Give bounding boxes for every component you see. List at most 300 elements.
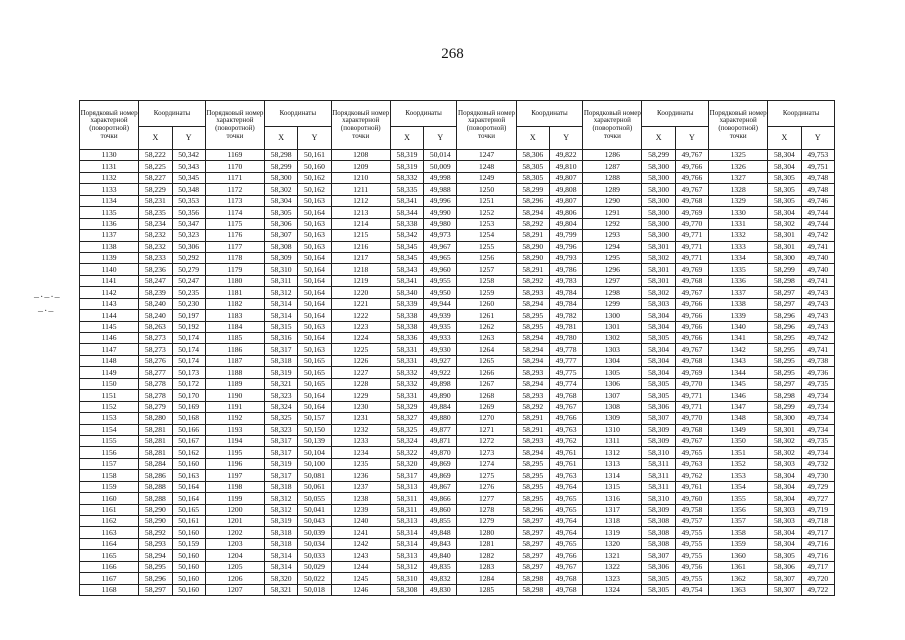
cell-coord-y: 49,843 [424,538,457,549]
cell-coord-y: 49,767 [675,344,708,355]
cell-point-number: 1230 [331,401,390,412]
cell-point-number: 1187 [205,355,264,366]
cell-point-number: 1173 [205,195,264,206]
cell-coord-y: 49,804 [549,218,582,229]
cell-point-number: 1282 [457,550,516,561]
cell-coord-y: 50,164 [298,287,331,298]
cell-coord-y: 49,890 [424,390,457,401]
cell-coord-y: 49,871 [424,435,457,446]
cell-point-number: 1262 [457,321,516,332]
cell-point-number: 1328 [709,184,768,195]
cell-point-number: 1292 [583,218,642,229]
cell-point-number: 1166 [80,561,139,572]
cell-point-number: 1312 [583,447,642,458]
cell-point-number: 1265 [457,355,516,366]
table-row [80,516,835,527]
cell-coord-x: 58,304 [768,538,801,549]
cell-coord-y: 49,807 [549,195,582,206]
cell-point-number: 1358 [709,527,768,538]
cell-coord-x: 58,332 [390,378,423,389]
cell-coord-y: 50,168 [172,413,205,424]
cell-coord-x: 58,304 [768,207,801,218]
cell-coord-y: 49,768 [549,573,582,584]
cell-coord-x: 58,309 [642,435,675,446]
header-x: X [768,127,801,150]
cell-coord-x: 58,343 [390,264,423,275]
cell-coord-y: 50,081 [298,470,331,481]
cell-coord-x: 58,299 [642,150,675,161]
cell-coord-x: 58,325 [265,413,298,424]
cell-point-number: 1323 [583,573,642,584]
cell-coord-x: 58,331 [390,390,423,401]
cell-point-number: 1283 [457,561,516,572]
cell-point-number: 1266 [457,367,516,378]
cell-point-number: 1235 [331,458,390,469]
cell-point-number: 1350 [709,435,768,446]
cell-coord-x: 58,304 [768,150,801,161]
cell-point-number: 1300 [583,310,642,321]
cell-coord-x: 58,307 [265,230,298,241]
cell-coord-x: 58,240 [139,298,172,309]
cell-point-number: 1269 [457,401,516,412]
cell-point-number: 1233 [331,435,390,446]
table-row [80,275,835,286]
cell-coord-x: 58,263 [139,321,172,332]
header-y: Y [298,127,331,150]
table-row [80,538,835,549]
cell-coord-x: 58,305 [642,333,675,344]
cell-coord-y: 49,771 [675,390,708,401]
cell-coord-y: 50,164 [298,310,331,321]
cell-coord-y: 49,741 [801,344,834,355]
cell-coord-x: 58,301 [642,264,675,275]
cell-coord-y: 49,742 [801,230,834,241]
cell-point-number: 1320 [583,538,642,549]
cell-point-number: 1201 [205,516,264,527]
cell-coord-y: 50,165 [172,504,205,515]
cell-coord-x: 58,341 [390,195,423,206]
table-row [80,150,835,161]
cell-point-number: 1238 [331,493,390,504]
cell-coord-y: 49,744 [801,207,834,218]
cell-coord-x: 58,300 [642,161,675,172]
cell-coord-x: 58,301 [768,241,801,252]
cell-point-number: 1225 [331,344,390,355]
cell-point-number: 1144 [80,310,139,321]
cell-point-number: 1237 [331,481,390,492]
header-coordinates: Координаты [516,101,583,127]
cell-point-number: 1315 [583,481,642,492]
cell-coord-y: 49,769 [675,367,708,378]
cell-point-number: 1361 [709,561,768,572]
cell-point-number: 1260 [457,298,516,309]
cell-coord-x: 58,312 [265,493,298,504]
cell-point-number: 1336 [709,275,768,286]
cell-coord-y: 50,160 [172,550,205,561]
cell-coord-x: 58,240 [139,310,172,321]
cell-coord-y: 49,774 [549,378,582,389]
cell-point-number: 1151 [80,390,139,401]
cell-coord-x: 58,277 [139,367,172,378]
cell-coord-y: 50,164 [298,333,331,344]
cell-point-number: 1142 [80,287,139,298]
cell-coord-y: 50,164 [298,298,331,309]
cell-coord-y: 49,930 [424,344,457,355]
cell-coord-y: 49,980 [424,218,457,229]
cell-point-number: 1267 [457,378,516,389]
cell-coord-y: 49,767 [675,150,708,161]
cell-coord-y: 50,160 [172,584,205,595]
cell-coord-x: 58,314 [390,527,423,538]
cell-point-number: 1181 [205,287,264,298]
cell-coord-y: 50,247 [172,275,205,286]
cell-coord-y: 49,742 [801,333,834,344]
cell-coord-x: 58,295 [516,470,549,481]
cell-coord-x: 58,314 [265,561,298,572]
cell-point-number: 1179 [205,264,264,275]
cell-point-number: 1324 [583,584,642,595]
cell-coord-x: 58,278 [139,378,172,389]
table-row [80,401,835,412]
cell-coord-y: 49,717 [801,561,834,572]
cell-coord-x: 58,296 [768,321,801,332]
cell-point-number: 1268 [457,390,516,401]
cell-point-number: 1281 [457,538,516,549]
cell-coord-y: 50,029 [298,561,331,572]
cell-coord-x: 58,304 [642,310,675,321]
cell-point-number: 1149 [80,367,139,378]
cell-coord-y: 50,162 [172,447,205,458]
cell-coord-x: 58,235 [139,207,172,218]
cell-coord-x: 58,232 [139,241,172,252]
cell-point-number: 1145 [80,321,139,332]
cell-point-number: 1131 [80,161,139,172]
cell-coord-x: 58,309 [642,504,675,515]
cell-coord-y: 49,748 [801,184,834,195]
cell-coord-y: 49,767 [549,561,582,572]
cell-coord-y: 49,755 [675,573,708,584]
cell-coord-y: 50,164 [298,401,331,412]
cell-coord-x: 58,294 [516,298,549,309]
cell-coord-y: 49,735 [801,435,834,446]
cell-point-number: 1155 [80,435,139,446]
cell-coord-x: 58,295 [768,367,801,378]
cell-point-number: 1214 [331,218,390,229]
cell-coord-y: 49,761 [549,458,582,469]
cell-coord-y: 50,163 [172,470,205,481]
cell-point-number: 1198 [205,481,264,492]
cell-point-number: 1172 [205,184,264,195]
cell-coord-y: 49,746 [801,195,834,206]
cell-point-number: 1220 [331,287,390,298]
cell-coord-x: 58,294 [516,333,549,344]
cell-coord-x: 58,303 [768,516,801,527]
cell-coord-y: 49,769 [675,207,708,218]
cell-point-number: 1165 [80,550,139,561]
cell-coord-x: 58,310 [642,447,675,458]
cell-coord-y: 50,014 [424,150,457,161]
cell-point-number: 1247 [457,150,516,161]
cell-coord-y: 49,765 [675,447,708,458]
cell-point-number: 1157 [80,458,139,469]
cell-coord-x: 58,318 [265,481,298,492]
cell-point-number: 1255 [457,241,516,252]
cell-point-number: 1289 [583,184,642,195]
cell-coord-y: 49,753 [801,150,834,161]
cell-coord-y: 50,174 [172,355,205,366]
cell-coord-y: 50,164 [298,390,331,401]
cell-coord-y: 49,716 [801,538,834,549]
cell-coord-y: 49,771 [675,230,708,241]
cell-coord-x: 58,306 [516,150,549,161]
cell-coord-x: 58,314 [390,538,423,549]
table-row [80,252,835,263]
cell-point-number: 1245 [331,573,390,584]
cell-coord-x: 58,302 [642,252,675,263]
cell-coord-x: 58,301 [642,275,675,286]
cell-coord-x: 58,281 [139,435,172,446]
header-point-number: Порядковый номер характерной (поворотной) точки [583,101,642,150]
cell-coord-y: 50,165 [298,367,331,378]
cell-coord-x: 58,305 [265,207,298,218]
cell-coord-x: 58,295 [768,344,801,355]
cell-coord-x: 58,239 [139,287,172,298]
cell-point-number: 1148 [80,355,139,366]
cell-coord-x: 58,304 [642,355,675,366]
cell-point-number: 1291 [583,207,642,218]
cell-point-number: 1321 [583,550,642,561]
cell-coord-x: 58,295 [516,481,549,492]
cell-coord-y: 50,041 [298,504,331,515]
table-row [80,550,835,561]
cell-coord-y: 50,160 [172,561,205,572]
cell-coord-x: 58,222 [139,150,172,161]
cell-point-number: 1217 [331,252,390,263]
cell-coord-x: 58,300 [768,252,801,263]
cell-coord-x: 58,329 [390,401,423,412]
cell-coord-y: 50,034 [298,538,331,549]
table-row [80,333,835,344]
cell-coord-y: 49,777 [549,355,582,366]
cell-coord-x: 58,302 [768,447,801,458]
table-row [80,321,835,332]
cell-coord-x: 58,298 [768,275,801,286]
coordinates-table [79,100,835,596]
header-coordinates: Координаты [768,101,835,127]
cell-point-number: 1174 [205,207,264,218]
cell-point-number: 1337 [709,287,768,298]
cell-coord-y: 49,717 [801,527,834,538]
cell-coord-x: 58,294 [516,207,549,218]
cell-coord-y: 50,033 [298,550,331,561]
cell-point-number: 1278 [457,504,516,515]
cell-coord-y: 49,822 [549,150,582,161]
cell-coord-y: 49,869 [424,470,457,481]
cell-point-number: 1154 [80,424,139,435]
cell-coord-x: 58,332 [390,367,423,378]
cell-point-number: 1329 [709,195,768,206]
cell-coord-x: 58,345 [390,252,423,263]
cell-point-number: 1279 [457,516,516,527]
cell-coord-x: 58,290 [516,252,549,263]
cell-coord-y: 49,990 [424,207,457,218]
cell-coord-y: 50,061 [298,481,331,492]
cell-coord-x: 58,305 [768,184,801,195]
cell-coord-y: 50,306 [172,241,205,252]
cell-coord-x: 58,335 [390,184,423,195]
table-row [80,264,835,275]
cell-coord-x: 58,312 [390,561,423,572]
cell-point-number: 1344 [709,367,768,378]
cell-point-number: 1285 [457,584,516,595]
cell-coord-x: 58,233 [139,252,172,263]
cell-coord-x: 58,302 [768,218,801,229]
cell-point-number: 1307 [583,390,642,401]
cell-coord-y: 49,766 [675,298,708,309]
cell-coord-x: 58,311 [642,470,675,481]
cell-coord-x: 58,296 [516,504,549,515]
cell-point-number: 1213 [331,207,390,218]
table-row [80,458,835,469]
cell-coord-y: 49,806 [549,207,582,218]
cell-coord-y: 49,727 [801,493,834,504]
cell-coord-y: 50,039 [298,527,331,538]
cell-coord-y: 49,766 [675,161,708,172]
cell-point-number: 1272 [457,435,516,446]
cell-coord-y: 49,860 [424,504,457,515]
cell-coord-x: 58,292 [516,275,549,286]
cell-coord-y: 50,356 [172,207,205,218]
cell-coord-x: 58,225 [139,161,172,172]
cell-coord-x: 58,304 [642,344,675,355]
cell-coord-y: 49,796 [549,241,582,252]
cell-coord-y: 49,769 [675,264,708,275]
cell-coord-x: 58,290 [139,516,172,527]
cell-coord-x: 58,312 [265,287,298,298]
cell-coord-x: 58,294 [139,550,172,561]
cell-coord-x: 58,332 [390,172,423,183]
cell-coord-y: 49,939 [424,310,457,321]
cell-coord-x: 58,297 [516,527,549,538]
cell-coord-x: 58,306 [265,218,298,229]
cell-coord-x: 58,300 [768,413,801,424]
cell-point-number: 1132 [80,172,139,183]
cell-point-number: 1297 [583,275,642,286]
cell-coord-y: 49,736 [801,367,834,378]
cell-coord-x: 58,299 [768,401,801,412]
cell-coord-y: 50,160 [172,573,205,584]
cell-coord-y: 50,347 [172,218,205,229]
cell-coord-y: 49,764 [549,516,582,527]
cell-point-number: 1167 [80,573,139,584]
cell-coord-x: 58,311 [390,493,423,504]
cell-point-number: 1340 [709,321,768,332]
cell-coord-x: 58,305 [768,172,801,183]
cell-coord-x: 58,319 [265,458,298,469]
cell-coord-y: 49,722 [801,584,834,595]
table-row [80,493,835,504]
cell-point-number: 1348 [709,413,768,424]
cell-coord-y: 49,734 [801,401,834,412]
cell-point-number: 1184 [205,321,264,332]
cell-coord-y: 49,741 [801,241,834,252]
cell-point-number: 1222 [331,310,390,321]
cell-point-number: 1314 [583,470,642,481]
header-y: Y [172,127,205,150]
cell-coord-y: 49,960 [424,264,457,275]
cell-point-number: 1176 [205,230,264,241]
cell-coord-y: 49,770 [675,378,708,389]
cell-point-number: 1168 [80,584,139,595]
table-row [80,298,835,309]
cell-coord-y: 50,235 [172,287,205,298]
cell-coord-y: 49,782 [549,310,582,321]
cell-coord-x: 58,319 [390,161,423,172]
cell-coord-x: 58,308 [390,584,423,595]
cell-point-number: 1296 [583,264,642,275]
cell-coord-y: 50,139 [298,435,331,446]
cell-coord-y: 49,898 [424,378,457,389]
cell-coord-y: 49,763 [675,458,708,469]
cell-coord-x: 58,293 [516,390,549,401]
cell-point-number: 1229 [331,390,390,401]
cell-coord-x: 58,294 [516,355,549,366]
cell-coord-y: 49,748 [801,172,834,183]
cell-point-number: 1347 [709,401,768,412]
cell-coord-x: 58,311 [390,504,423,515]
cell-coord-x: 58,305 [642,378,675,389]
cell-coord-x: 58,314 [265,310,298,321]
cell-coord-x: 58,227 [139,172,172,183]
cell-coord-y: 49,766 [675,310,708,321]
cell-coord-y: 49,967 [424,241,457,252]
cell-coord-y: 50,159 [172,538,205,549]
cell-point-number: 1169 [205,150,264,161]
cell-coord-y: 49,877 [424,424,457,435]
table-body [80,150,835,596]
cell-point-number: 1359 [709,538,768,549]
cell-coord-y: 49,743 [801,298,834,309]
cell-coord-y: 49,830 [424,584,457,595]
cell-coord-y: 50,342 [172,150,205,161]
cell-coord-y: 50,163 [298,241,331,252]
cell-coord-x: 58,298 [768,390,801,401]
cell-point-number: 1352 [709,458,768,469]
cell-coord-y: 50,150 [298,424,331,435]
cell-coord-y: 49,765 [549,538,582,549]
cell-coord-y: 50,164 [298,252,331,263]
cell-point-number: 1293 [583,230,642,241]
cell-point-number: 1136 [80,218,139,229]
cell-point-number: 1190 [205,390,264,401]
cell-point-number: 1160 [80,493,139,504]
cell-point-number: 1182 [205,298,264,309]
cell-coord-y: 49,755 [675,538,708,549]
cell-coord-x: 58,319 [265,516,298,527]
cell-coord-y: 49,754 [675,584,708,595]
table-row [80,527,835,538]
cell-coord-y: 49,768 [549,584,582,595]
cell-point-number: 1317 [583,504,642,515]
cell-point-number: 1204 [205,550,264,561]
cell-coord-x: 58,304 [642,367,675,378]
cell-coord-x: 58,305 [642,573,675,584]
table-row [80,573,835,584]
cell-coord-x: 58,338 [390,321,423,332]
cell-coord-y: 49,735 [801,378,834,389]
cell-coord-y: 50,292 [172,252,205,263]
cell-coord-x: 58,293 [516,367,549,378]
